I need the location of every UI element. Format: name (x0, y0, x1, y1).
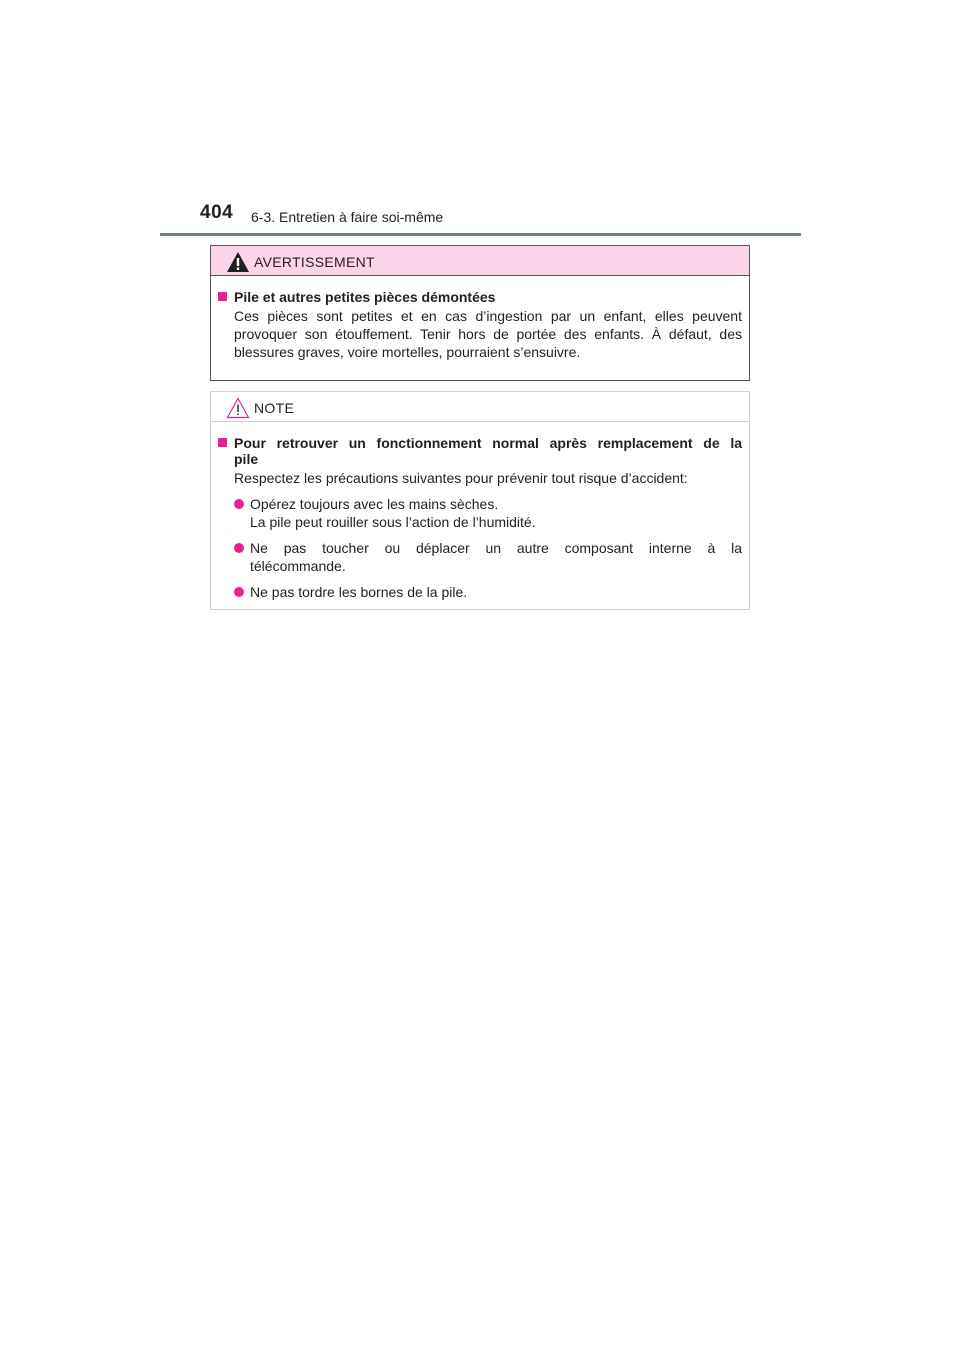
header-rule (160, 233, 801, 236)
square-bullet-icon (218, 438, 227, 447)
note-intro: Respectez les précautions suivantes pour prévenir tout risque d’accident: (234, 470, 688, 486)
page-number: 404 (200, 202, 234, 223)
square-bullet-icon (218, 292, 227, 301)
warning-item-title: Pile et autres petites pièces démontées (218, 289, 742, 305)
circle-bullet-icon (234, 543, 244, 553)
section-title: 6-3. Entretien à faire soi-même (251, 209, 444, 225)
list-item: Ne pas tordre les bornes de la pile. (218, 583, 742, 601)
list-item: Ne pas toucher ou déplacer un autre composant interne à la télécommande. (218, 539, 742, 575)
note-box (210, 391, 750, 610)
circle-bullet-icon (234, 499, 244, 509)
warning-box (210, 245, 750, 381)
note-item-title: Pour retrouver un fonctionnement normal après remplacement de la pile (218, 435, 742, 467)
warning-label: AVERTISSEMENT (254, 254, 375, 270)
warning-text: Ces pièces sont petites et en cas d’ingestion par un enfant, elles peuvent provoquer son étouffement. Tenir hors de portée des enfants. À défaut, des blessures graves, voire mortelles, pourraient s’ensuivre. (234, 308, 742, 360)
warning-header (211, 246, 749, 276)
warning-triangle-outline-icon (226, 397, 250, 419)
circle-bullet-icon (234, 587, 244, 597)
note-header (211, 392, 749, 422)
list-item: Opérez toujours avec les mains sèches. La pile peut rouiller sous l’action de l’humidité. (218, 495, 742, 531)
note-label: NOTE (254, 400, 295, 416)
warning-triangle-filled-icon (226, 251, 250, 273)
